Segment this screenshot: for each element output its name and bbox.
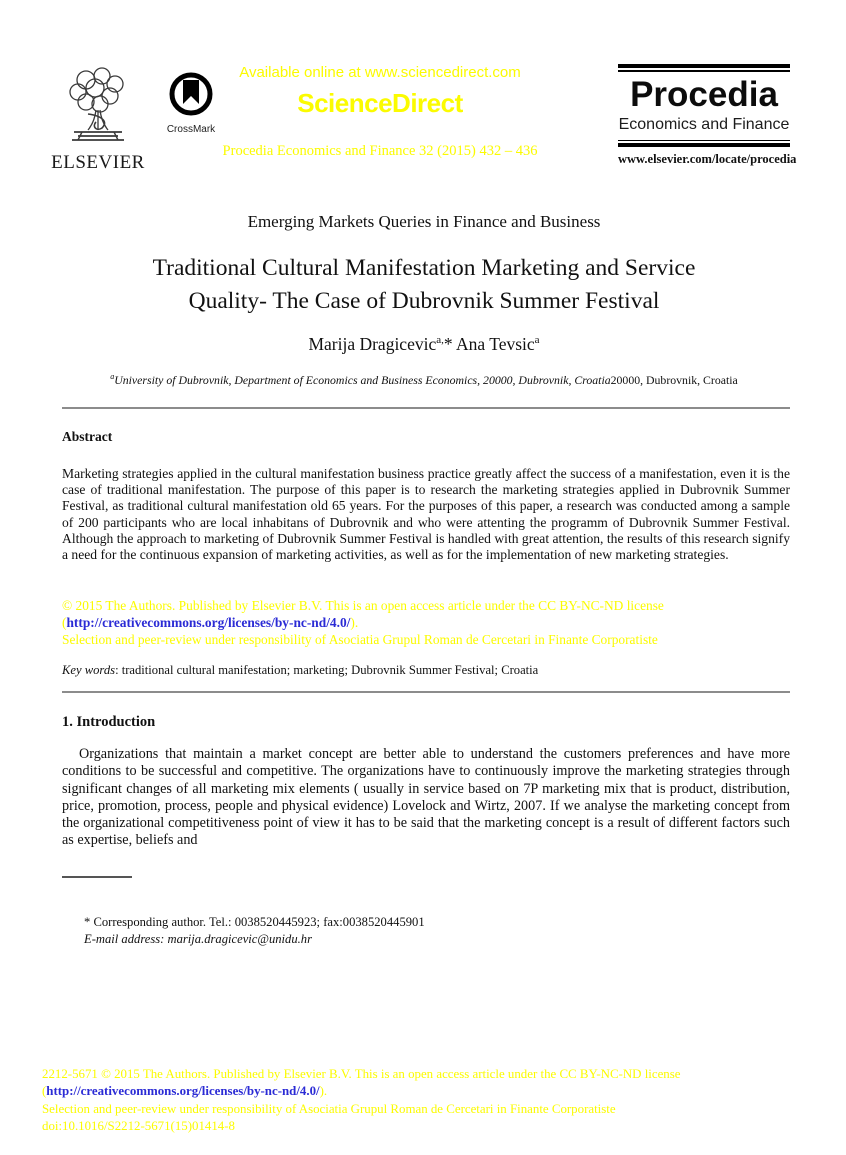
introduction-heading: 1. Introduction bbox=[62, 714, 156, 730]
license-line2 bbox=[62, 614, 790, 631]
procedia-rule-top-thin bbox=[618, 70, 790, 72]
affiliation-mark: a bbox=[110, 372, 115, 381]
license-paren-open: ( bbox=[62, 615, 67, 630]
footer-doi: doi:10.1016/S2212-5671(15)01414-8 bbox=[42, 1118, 235, 1133]
author1-name: Marija Dragicevic bbox=[308, 334, 437, 354]
license-block bbox=[62, 597, 790, 648]
abstract-heading: Abstract bbox=[62, 429, 113, 444]
footnote-block bbox=[84, 914, 425, 947]
available-online-text: Available online at www.sciencedirect.com bbox=[239, 64, 521, 81]
author-list bbox=[60, 334, 788, 355]
header-center bbox=[188, 64, 572, 160]
footer-license-line bbox=[42, 1083, 790, 1100]
affiliation-italic: University of Dubrovnik, Department of Economics and Business Economics, 20000, Dubrovnik, Croatia bbox=[114, 372, 611, 387]
footer-block bbox=[42, 1066, 790, 1135]
journal-citation: Procedia Economics and Finance 32 (2015) 432 – 436 bbox=[222, 143, 538, 159]
email-line bbox=[84, 931, 425, 948]
license-line3: Selection and peer-review under responsibility of Asociatia Grupul Roman de Cercetari in Finante Corporatiste bbox=[62, 632, 658, 647]
footer-issn-line: 2212-5671 © 2015 The Authors. Published by Elsevier B.V. This is an open access article under the CC BY-NC-ND license bbox=[42, 1067, 681, 1081]
elsevier-logo bbox=[50, 64, 146, 174]
author2-name: Ana Tevsic bbox=[452, 334, 535, 354]
footer-peer-review-line: Selection and peer-review under responsibility of Asociatia Grupul Roman de Cercetari in Finante Corporatiste bbox=[42, 1101, 616, 1116]
footer-paren-close: ). bbox=[319, 1084, 328, 1099]
procedia-rule-bottom-thin bbox=[618, 140, 790, 142]
corresponding-author-line: * Corresponding author. Tel.: 0038520445923; fax:0038520445901 bbox=[84, 915, 425, 929]
procedia-title: Procedia bbox=[630, 74, 778, 114]
procedia-website: www.elsevier.com/locate/procedia bbox=[618, 152, 797, 166]
article-title-line2: Quality- The Case of Dubrovnik Summer Festival bbox=[188, 288, 660, 314]
affiliation bbox=[60, 372, 788, 388]
corresponding-author-star: * bbox=[443, 334, 453, 354]
procedia-subtitle: Economics and Finance bbox=[618, 115, 790, 133]
keywords-text: : traditional cultural manifestation; marketing; Dubrovnik Summer Festival; Croatia bbox=[115, 663, 539, 677]
crossmark-label: CrossMark bbox=[166, 124, 216, 135]
footer-paren-open: ( bbox=[42, 1084, 47, 1099]
abstract-body: Marketing strategies applied in the cultural manifestation business practice greatly affect the success of a manifestation, even it is the case of traditional manifestation. The purpose of this paper is to research the marketing strategies applied in Dubrovnik Summer Festival, as traditional cultural manifestation old 65 years. For the purposes of this paper, a research was conducted among a sample of 200 participants who are local inhabitans of Dubrovnik and who were attenting the programm of Dubrovnik Summer Festival. Although the approach to marketing of Dubrovnik Summer Festival is handled with great attention, the results of this research signify a need for the continuous expansion of marketing activities, as well as for the implementation of new marketing strategies. bbox=[62, 466, 790, 563]
email-address[interactable]: E-mail address: marija.dragicevic@unidu.hr bbox=[84, 931, 312, 946]
divider-above-abstract bbox=[62, 407, 790, 409]
affiliation-plain: 20000, Dubrovnik, Croatia bbox=[610, 372, 738, 387]
divider-above-introduction bbox=[62, 691, 790, 693]
article-title-line1: Traditional Cultural Manifestation Marketing and Service bbox=[152, 255, 696, 281]
procedia-masthead bbox=[618, 64, 797, 167]
keywords-label: Key words bbox=[62, 663, 116, 677]
article-title bbox=[40, 252, 808, 318]
license-line1: © 2015 The Authors. Published by Elsevier B.V. This is an open access article under the CC BY-NC-ND license bbox=[62, 598, 664, 613]
elsevier-wordmark: ELSEVIER bbox=[51, 152, 145, 173]
elsevier-tree-icon bbox=[58, 64, 138, 146]
procedia-rule-top-thick bbox=[618, 64, 790, 68]
keywords-line bbox=[62, 663, 790, 678]
introduction-paragraph: Organizations that maintain a market concept are better able to understand the customers preferences and have more conditions to be successful and competitive. The organizations have to continuously improve the marketing strategies through significant changes of all marketing mix elements ( usually in service based on 7P marketing mix that is product, distribution, price, promotion, process, people and physical evidence) Lovelock and Wirtz, 2007. If we analyse the marketing concept from the organizational competitiveness point of view it has to be said that the marketing concept is a result of different factors such as expertise, beliefs and bbox=[62, 746, 790, 849]
conference-name: Emerging Markets Queries in Finance and Business bbox=[247, 212, 601, 231]
author2-affiliation-mark: a bbox=[534, 334, 540, 347]
license-paren-close: ). bbox=[350, 615, 359, 630]
author1-affiliation-mark: a, bbox=[436, 334, 444, 347]
procedia-rule-bottom-thick bbox=[618, 143, 790, 147]
sciencedirect-logo[interactable]: ScienceDirect bbox=[297, 88, 463, 118]
footer-creativecommons-link[interactable]: http://creativecommons.org/licenses/by-nc-nd/4.0/ bbox=[46, 1084, 320, 1099]
footnote-rule bbox=[62, 876, 132, 878]
creativecommons-link[interactable]: http://creativecommons.org/licenses/by-nc-nd/4.0/ bbox=[66, 615, 351, 630]
